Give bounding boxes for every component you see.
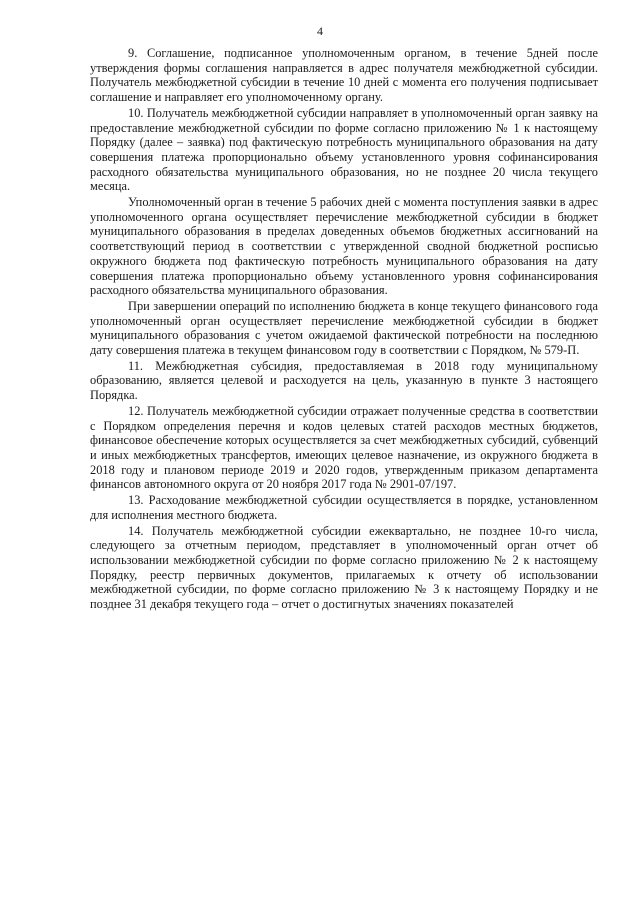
page-number: 4 (317, 24, 323, 38)
paragraph-item-11: 11. Межбюджетная субсидия, предоставляемая в 2018 году муниципальному образованию, является целевой и расходуется на цель, указанную в пункте 3 настоящего Порядка. (90, 358, 598, 403)
paragraph-item-10: 10. Получатель межбюджетной субсидии направляет в уполномоченный орган заявку на предоставление межбюджетной субсидии по форме согласно приложению № 1 к настоящему Порядку (далее – заявка) под фактическую потребность муниципального образования на дату совершения платежа пропорционально объему установленного уровня софинансирования расходного обязательства муниципального образования, но не позднее 20 числа текущего месяца. (90, 105, 598, 194)
paragraph-item-14: 14. Получатель межбюджетной субсидии ежеквартально, не позднее 10-го числа, следующего за отчетным периодом, представляет в уполномоченный орган отчет об использовании межбюджетной субсидии по форме согласно приложению № 2 к настоящему Порядку, реестр первичных документов, прилагаемых к отчету об использовании межбюджетной субсидии, по форме согласно приложению № 3 к настоящему Порядку и не позднее 31 декабря текущего года – отчет о достигнутых значениях показателей (90, 523, 598, 612)
document-body (90, 46, 598, 613)
paragraph-year-end: При завершении операций по исполнению бюджета в конце текущего финансового года уполномоченный орган осуществляет перечисление межбюджетной субсидии в бюджет муниципального образования с учетом ожидаемой фактической потребности на последнюю дату совершения платежа в текущем финансовом году в соответствии с Порядком, № 579-П. (90, 298, 598, 358)
paragraph-transfer-procedure: Уполномоченный орган в течение 5 рабочих дней с момента поступления заявки в адрес уполномоченного органа осуществляет перечисление межбюджетной субсидии в бюджет муниципального образования в пределах доведенных объемов бюджетных ассигнований на соответствующий период в соответствии с утвержденной сводной бюджетной росписью окружного бюджета под фактическую потребность муниципального образования на дату совершения платежа пропорционально объему установленного уровня софинансирования расходного обязательства муниципального образования. (90, 195, 598, 298)
paragraph-item-12: 12. Получатель межбюджетной субсидии отражает полученные средства в соответствии с Порядком определения перечня и кодов целевых статей расходов местных бюджетов, финансовое обеспечение которых осуществляется за счет межбюджетных субсидий, субвенций и иных межбюджетных трансфертов, имеющих целевое назначение, из окружного бюджета в 2018 году и плановом периоде 2019 и 2020 годов, утвержденным приказом департамента финансов автономного округа от 20 ноября 2017 года № 2901-07/197. (90, 403, 598, 492)
paragraph-item-9: 9. Соглашение, подписанное уполномоченным органом, в течение 5дней после утверждения формы соглашения направляется в адрес получателя межбюджетной субсидии. Получатель межбюджетной субсидии в течение 10 дней с момента его получения подписывает соглашение и направляет его уполномоченному органу. (90, 46, 598, 105)
paragraph-item-13: 13. Расходование межбюджетной субсидии осуществляется в порядке, установленном для исполнения местного бюджета. (90, 493, 598, 522)
